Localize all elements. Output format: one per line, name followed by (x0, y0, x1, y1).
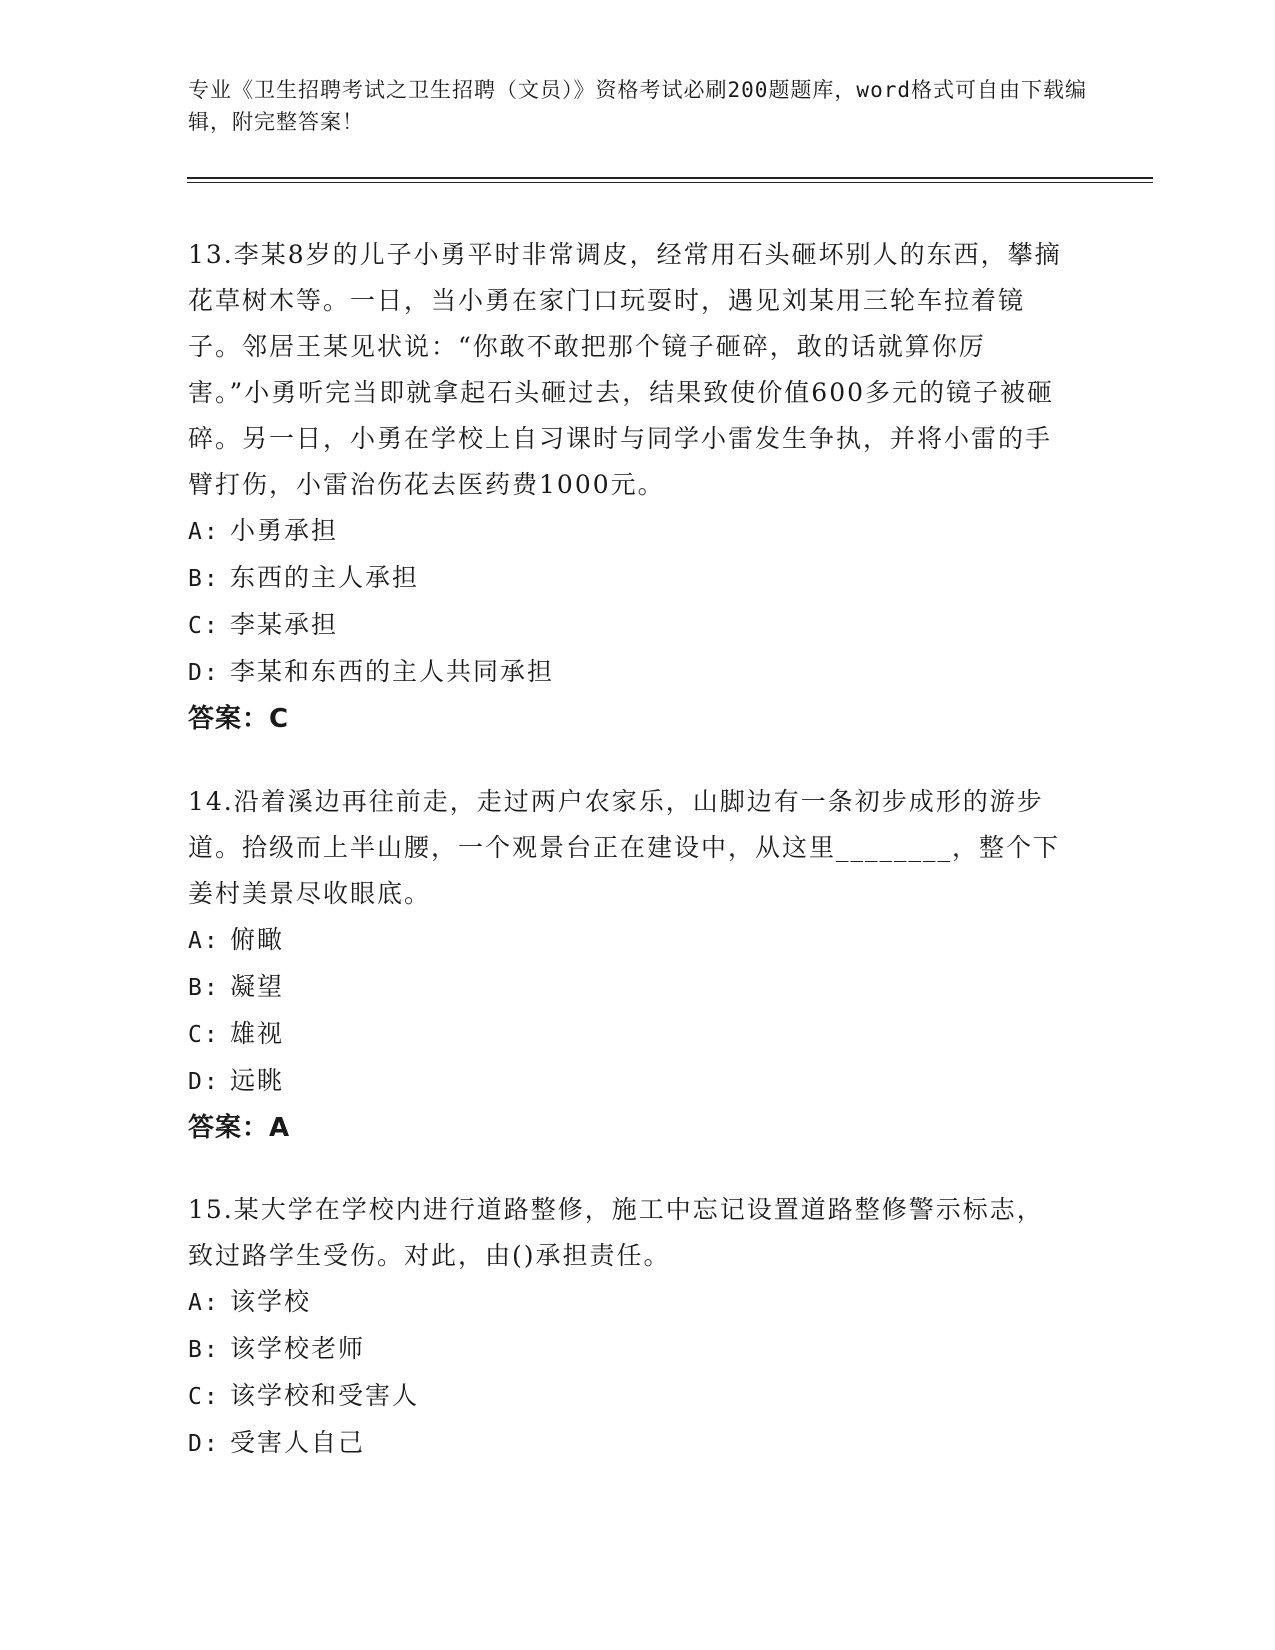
option-text: 东西的主人承担 (230, 563, 420, 592)
question-stem: 15.某大学在学校内进行道路整修，施工中忘记设置道路整修警示标志，致过路学生受伤。对此，由()承担责任。 (188, 1195, 1044, 1270)
option-key: A: (188, 1290, 220, 1316)
option-text: 凝望 (230, 972, 285, 1001)
option-text: 该学校老师 (230, 1334, 366, 1363)
option-key: B: (188, 975, 220, 1001)
option-text: 俯瞰 (230, 925, 285, 954)
question-stem: 13.李某8岁的儿子小勇平时非常调皮，经常用石头砸坏别人的东西，攀摘花草树木等。一日，当小勇在家门口玩耍时，遇见刘某用三轮车拉着镜子。邻居王某见状说：“你敢不敢把那个镜子砸碎，敢的话就算你厉害。”小勇听完当即就拿起石头砸过去，结果致使价值600多元的镜子被砸碎。另一日，小勇在学校上自习课时与同学小雷发生争执，并将小雷的手臂打伤，小雷治伤花去医药费1000元。 (188, 240, 1062, 499)
option-key: C: (188, 1384, 220, 1410)
option-c (188, 1373, 1068, 1420)
option-c (188, 602, 1068, 649)
answer-line: 答案：C (188, 704, 290, 734)
question-14 (188, 779, 1068, 1151)
option-text: 远眺 (230, 1066, 285, 1095)
option-a (188, 508, 1068, 555)
option-text: 李某和东西的主人共同承担 (230, 657, 555, 686)
option-key: D: (188, 660, 220, 686)
option-key: A: (188, 519, 220, 545)
question-stem: 14.沿着溪边再往前走，走过两户农家乐，山脚边有一条初步成形的游步道。拾级而上半山腰，一个观景台正在建设中，从这里________，整个下姜村美景尽收眼底。 (188, 787, 1061, 908)
option-key: D: (188, 1431, 220, 1457)
option-text: 该学校 (230, 1287, 312, 1316)
option-text: 小勇承担 (230, 516, 339, 545)
option-c (188, 1011, 1068, 1058)
document-header: 专业《卫生招聘考试之卫生招聘（文员）》资格考试必刷200题题库，word格式可自由下载编辑，附完整答案！ (188, 78, 1087, 134)
option-key: B: (188, 566, 220, 592)
option-a (188, 1279, 1068, 1326)
option-d (188, 1058, 1068, 1105)
header-divider-thick (187, 177, 1153, 179)
header-divider-thin (187, 182, 1153, 183)
option-key: C: (188, 613, 220, 639)
option-text: 该学校和受害人 (230, 1381, 420, 1410)
option-b (188, 1326, 1068, 1373)
option-key: C: (188, 1022, 220, 1048)
option-key: D: (188, 1069, 220, 1095)
option-a (188, 917, 1068, 964)
option-d (188, 649, 1068, 696)
option-d (188, 1420, 1068, 1467)
option-b (188, 555, 1068, 602)
option-key: A: (188, 928, 220, 954)
question-13 (188, 232, 1068, 742)
option-text: 受害人自己 (230, 1428, 366, 1457)
question-15 (188, 1187, 1068, 1467)
option-text: 李某承担 (230, 610, 339, 639)
option-text: 雄视 (230, 1019, 285, 1048)
answer-line: 答案：A (188, 1113, 291, 1143)
option-b (188, 964, 1068, 1011)
option-key: B: (188, 1337, 220, 1363)
